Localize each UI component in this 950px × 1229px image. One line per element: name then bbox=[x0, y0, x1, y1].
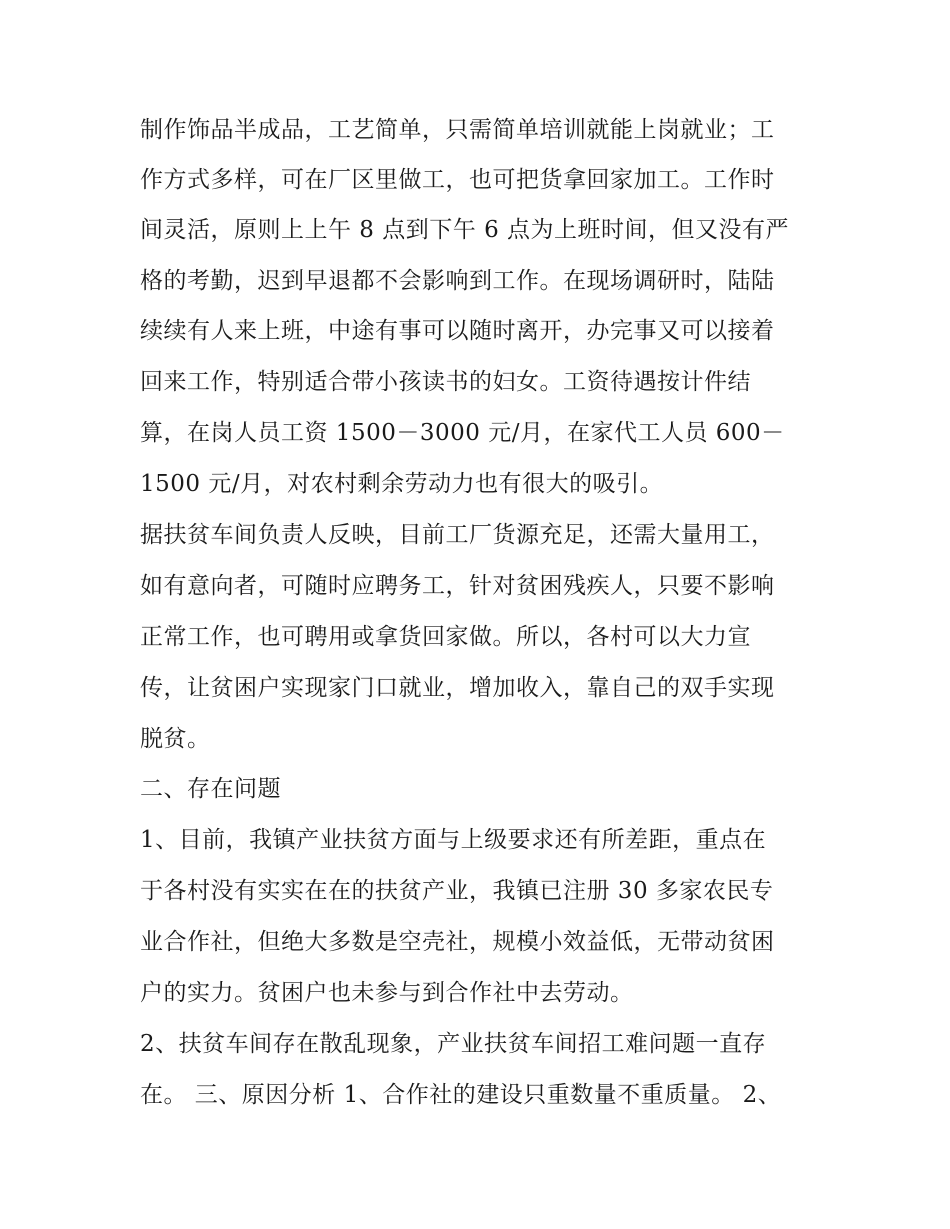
text-line: 于各村没有实实在在的扶贫产业，我镇已注册 30 多家农民专 bbox=[140, 878, 774, 904]
text-line: 业合作社，但绝大多数是空壳社，规模小效益低，无带动贫困 bbox=[140, 929, 775, 955]
text-line: 在。 三、原因分析 1、合作社的建设只重数量不重质量。 2、 bbox=[140, 1082, 782, 1108]
text-line: 回来工作，特别适合带小孩读书的妇女。工资待遇按计件结 bbox=[140, 369, 751, 395]
text-line: 传，让贫困户实现家门口就业，增加收入，靠自己的双手实现 bbox=[140, 675, 775, 701]
text-line: 正常工作，也可聘用或拿货回家做。所以，各村可以大力宣 bbox=[140, 624, 751, 650]
text-line: 1500 元/月，对农村剩余劳动力也有很大的吸引。 bbox=[140, 471, 664, 497]
text-line: 续续有人来上班，中途有事可以随时离开，办完事又可以接着 bbox=[140, 318, 775, 344]
text-line: 如有意向者，可随时应聘务工，针对贫困残疾人，只要不影响 bbox=[140, 573, 775, 599]
text-line: 制作饰品半成品，工艺简单，只需简单培训就能上岗就业；工 bbox=[140, 117, 775, 143]
section-heading: 二、存在问题 bbox=[140, 776, 281, 802]
text-line: 2、扶贫车间存在散乱现象，产业扶贫车间招工难问题一直存 bbox=[140, 1031, 767, 1057]
text-line: 作方式多样，可在厂区里做工，也可把货拿回家加工。工作时 bbox=[140, 167, 775, 193]
text-line: 脱贫。 bbox=[140, 726, 211, 752]
text-line: 格的考勤，迟到早退都不会影响到工作。在现场调研时，陆陆 bbox=[140, 268, 775, 294]
text-line: 户的实力。贫困户也未参与到合作社中去劳动。 bbox=[140, 980, 634, 1006]
text-line: 间灵活，原则上上午 8 点到下午 6 点为上班时间，但又没有严 bbox=[140, 217, 790, 243]
text-line: 1、目前，我镇产业扶贫方面与上级要求还有所差距，重点在 bbox=[140, 827, 767, 853]
text-line: 算，在岗人员工资 1500－3000 元/月，在家代工人员 600－ bbox=[140, 420, 785, 446]
text-line: 据扶贫车间负责人反映，目前工厂货源充足，还需大量用工， bbox=[140, 522, 775, 548]
